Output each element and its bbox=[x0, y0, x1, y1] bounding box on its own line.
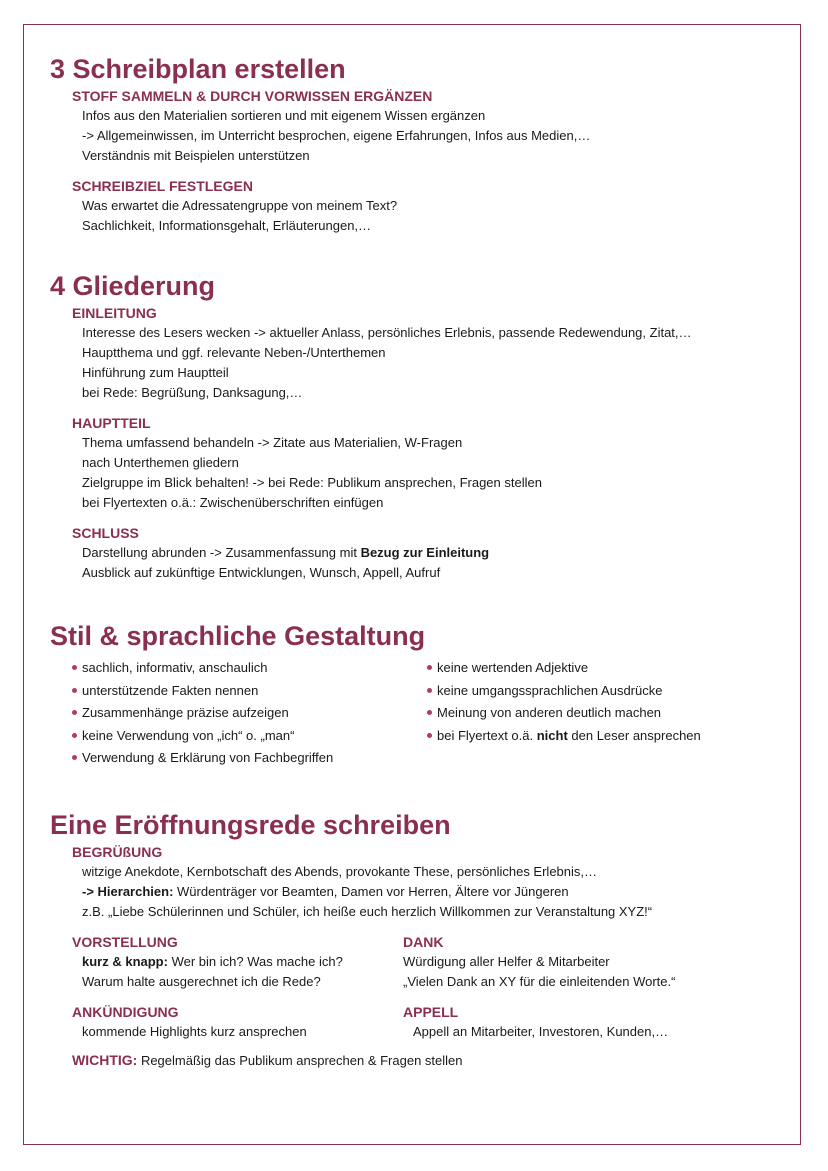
text-line: Warum halte ausgerechnet ich die Rede? bbox=[82, 973, 321, 989]
heading-stil: Stil & sprachliche Gestaltung bbox=[50, 621, 426, 651]
bold-text: -> Hierarchien: bbox=[82, 883, 174, 899]
list-item-text: Zusammenhänge präzise aufzeigen bbox=[82, 705, 289, 720]
text-line bbox=[50, 952, 403, 972]
bullet-icon bbox=[72, 733, 77, 738]
list-item-text: sachlich, informativ, anschaulich bbox=[82, 660, 268, 675]
list-item bbox=[72, 657, 427, 680]
subheading-schluss: SCHLUSS bbox=[72, 525, 139, 541]
list-item bbox=[72, 680, 427, 703]
list-item bbox=[427, 657, 782, 680]
list-item bbox=[72, 702, 427, 725]
text-line bbox=[50, 543, 790, 563]
list-item-text: Verwendung & Erklärung von Fachbegriffen bbox=[82, 750, 334, 765]
text-line: z.B. „Liebe Schülerinnen und Schüler, ich heiße euch herzlich Willkommen zur Veranstaltung XYZ!“ bbox=[82, 903, 653, 919]
two-column-block-2 bbox=[50, 1002, 790, 1042]
important-text: Regelmäßig das Publikum ansprechen & Fragen stellen bbox=[137, 1052, 463, 1068]
text-line: bei Flyertexten o.ä.: Zwischenüberschriften einfügen bbox=[82, 495, 384, 510]
bullet-icon bbox=[72, 665, 77, 670]
text-span: Wer bin ich? Was mache ich? bbox=[167, 953, 343, 969]
text-line: Verständnis mit Beispielen unterstützen bbox=[82, 148, 310, 163]
heading-gliederung: 4 Gliederung bbox=[50, 271, 216, 301]
bullet-column-left bbox=[72, 657, 427, 770]
list-item-text: keine wertenden Adjektive bbox=[437, 660, 589, 675]
text-line: „Vielen Dank an XY für die einleitenden Worte.“ bbox=[403, 973, 676, 989]
text-line: Zielgruppe im Blick behalten! -> bei Rede: Publikum ansprechen, Fragen stellen bbox=[82, 475, 542, 490]
list-item-text: Meinung von anderen deutlich machen bbox=[437, 705, 662, 720]
text-line: Thema umfassend behandeln -> Zitate aus Materialien, W-Fragen bbox=[82, 435, 463, 450]
subheading-dank: DANK bbox=[403, 933, 444, 950]
list-item-text: unterstützende Fakten nennen bbox=[82, 682, 259, 698]
text-line: kommende Highlights kurz ansprechen bbox=[82, 1023, 307, 1039]
column-right bbox=[403, 1002, 756, 1042]
list-item bbox=[427, 702, 782, 725]
bold-text: nicht bbox=[536, 727, 568, 743]
text-line: Appell an Mitarbeiter, Investoren, Kunden,… bbox=[413, 1023, 669, 1039]
text-span: Würdenträger vor Beamten, Damen vor Herren, Ältere vor Jüngeren bbox=[173, 883, 569, 899]
text-line: -> Allgemeinwissen, im Unterricht besprochen, eigene Erfahrungen, Infos aus Medien,… bbox=[82, 128, 591, 143]
column-right bbox=[403, 932, 756, 992]
text-line bbox=[50, 882, 790, 902]
text-line: nach Unterthemen gliedern bbox=[82, 455, 239, 470]
heading-eroeffnungsrede: Eine Eröffnungsrede schreiben bbox=[50, 809, 451, 840]
text-span: Darstellung abrunden -> Zusammenfassung mit bbox=[82, 545, 361, 560]
subheading-schreibziel: SCHREIBZIEL FESTLEGEN bbox=[72, 178, 253, 194]
list-item bbox=[72, 747, 427, 770]
bold-text: kurz & knapp: bbox=[82, 953, 168, 969]
subheading-stoff-sammeln: STOFF SAMMELN & DURCH VORWISSEN ERGÄNZEN bbox=[72, 88, 433, 104]
text-line: bei Rede: Begrüßung, Danksagung,… bbox=[82, 385, 303, 400]
bullet-icon bbox=[72, 755, 77, 760]
bullet-icon bbox=[72, 710, 77, 715]
text-line: Sachlichkeit, Informationsgehalt, Erläuterungen,… bbox=[82, 218, 372, 233]
important-note bbox=[50, 1050, 790, 1071]
list-item-text: keine Verwendung von „ich“ o. „man“ bbox=[82, 727, 295, 743]
list-item-text: den Leser ansprechen bbox=[567, 727, 701, 743]
subheading-begruessung: BEGRÜßUNG bbox=[72, 843, 163, 860]
list-item-text: keine umgangssprachlichen Ausdrücke bbox=[437, 682, 663, 698]
text-line: Hauptthema und ggf. relevante Neben-/Unterthemen bbox=[82, 345, 386, 360]
bold-text: Bezug zur Einleitung bbox=[360, 545, 490, 560]
subheading-ankuendigung: ANKÜNDIGUNG bbox=[72, 1003, 179, 1020]
text-line: Ausblick auf zukünftige Entwicklungen, Wunsch, Appell, Aufruf bbox=[82, 565, 441, 580]
text-line: Was erwartet die Adressatengruppe von meinem Text? bbox=[82, 198, 398, 213]
bullet-icon bbox=[427, 688, 432, 693]
list-item bbox=[427, 680, 782, 703]
text-line: witzige Anekdote, Kernbotschaft des Abends, provokante These, persönliches Erlebnis,… bbox=[82, 863, 598, 879]
subheading-hauptteil: HAUPTTEIL bbox=[72, 415, 151, 431]
important-label: WICHTIG: bbox=[72, 1051, 138, 1068]
subheading-einleitung: EINLEITUNG bbox=[72, 305, 157, 321]
subheading-appell: APPELL bbox=[403, 1003, 459, 1020]
bullet-icon bbox=[427, 710, 432, 715]
two-column-block-1 bbox=[50, 932, 790, 992]
bullet-column-right bbox=[427, 657, 782, 770]
bullet-icon bbox=[427, 733, 432, 738]
text-line: Würdigung aller Helfer & Mitarbeiter bbox=[403, 953, 610, 969]
bullet-icon bbox=[427, 665, 432, 670]
text-line: Infos aus den Materialien sortieren und mit eigenem Wissen ergänzen bbox=[82, 108, 486, 123]
text-line: Interesse des Lesers wecken -> aktueller Anlass, persönliches Erlebnis, passende Redewendung, Zitat,… bbox=[82, 325, 692, 340]
text-line: Hinführung zum Hauptteil bbox=[82, 365, 229, 380]
subheading-vorstellung: VORSTELLUNG bbox=[72, 933, 178, 950]
list-item bbox=[72, 725, 427, 748]
column-left bbox=[50, 932, 403, 992]
document-content bbox=[50, 52, 790, 1071]
list-item-text: bei Flyertext o.ä. bbox=[437, 727, 537, 743]
bullet-icon bbox=[72, 688, 77, 693]
list-item bbox=[427, 725, 782, 748]
column-left bbox=[50, 1002, 403, 1042]
style-bullet-list bbox=[50, 657, 790, 770]
heading-schreibplan: 3 Schreibplan erstellen bbox=[50, 54, 346, 84]
